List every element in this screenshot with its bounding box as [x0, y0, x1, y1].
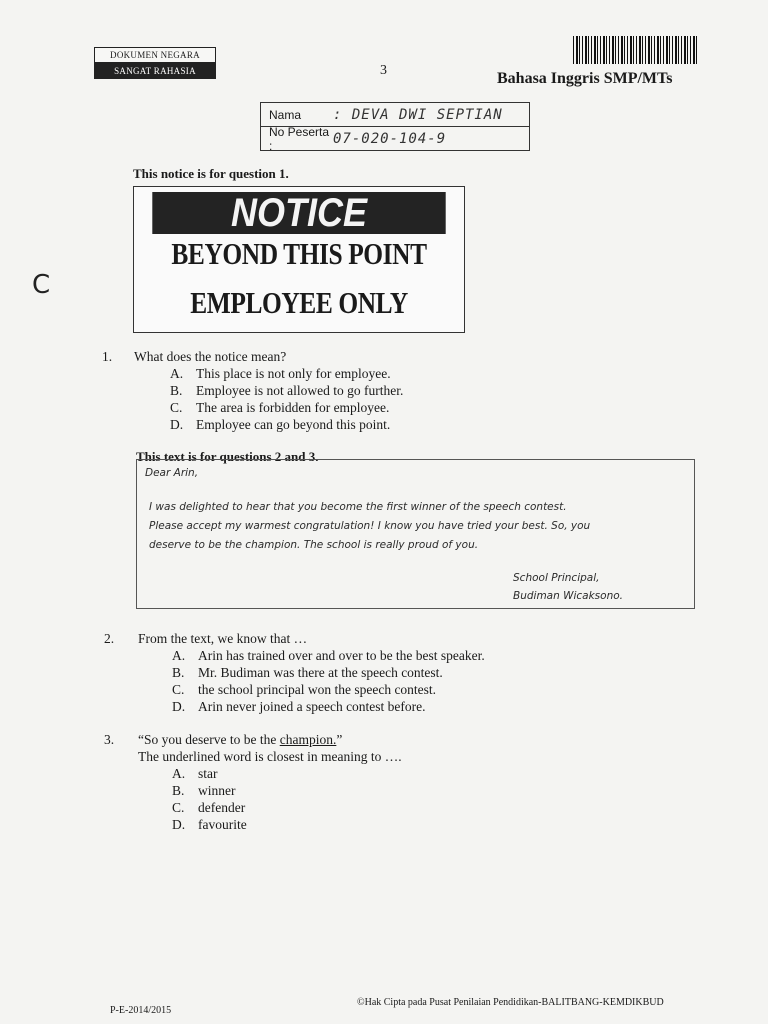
letter-signature-title: School Principal,	[513, 572, 600, 584]
question-number: 2.	[104, 631, 115, 646]
participant-number-row	[261, 124, 529, 153]
option-c	[170, 399, 403, 416]
letter-signature-name: Budiman Wicaksono.	[513, 590, 623, 602]
stamp-document-label: DOKUMEN NEGARA	[94, 47, 216, 63]
option-c	[172, 799, 402, 816]
question-stem: The underlined word is closest in meaning to ….	[138, 749, 402, 764]
option-b	[172, 782, 402, 799]
option-letter: B.	[172, 665, 185, 680]
question-1	[102, 348, 403, 433]
stamp-secret-label: SANGAT RAHASIA	[94, 63, 216, 79]
question-number: 1.	[102, 349, 113, 364]
letter-body-line-1: I was delighted to hear that you become the first winner of the speech contest.	[149, 501, 567, 513]
subject-title: Bahasa Inggris SMP/MTs	[497, 70, 673, 87]
question-2	[104, 630, 485, 715]
option-d	[172, 816, 402, 833]
footer-code: P-E-2014/2015	[110, 1005, 172, 1016]
question-3	[104, 731, 402, 833]
participant-number-value: 07-020-104-9	[333, 130, 447, 147]
name-value: : DEVA DWI SEPTIAN	[333, 106, 503, 123]
option-letter: C.	[172, 682, 185, 697]
option-d	[170, 416, 403, 433]
question-number: 3.	[104, 732, 115, 747]
underlined-word: champion.	[279, 732, 337, 747]
option-text: winner	[198, 783, 236, 798]
option-text: defender	[198, 800, 246, 815]
name-row	[261, 103, 529, 126]
notice-line-2: EMPLOYEE ONLY	[190, 285, 408, 320]
option-letter: A.	[172, 766, 186, 781]
option-a	[170, 365, 403, 382]
option-b	[170, 382, 403, 399]
notice-line-1: BEYOND THIS POINT	[171, 236, 427, 271]
option-text: This place is not only for employee.	[196, 366, 391, 381]
student-identity-box	[260, 102, 530, 151]
option-text: star	[198, 766, 218, 781]
option-text: the school principal won the speech contest.	[198, 682, 437, 697]
classification-stamp	[94, 47, 216, 79]
letter-body-line-3: deserve to be the champion. The school is really proud of you.	[149, 539, 479, 551]
quote-text: “So you deserve to be the	[138, 732, 280, 747]
option-letter: C.	[172, 800, 185, 815]
option-letter: C.	[170, 400, 183, 415]
option-letter: D.	[172, 699, 186, 714]
option-c	[172, 681, 485, 698]
question-stem: What does the notice mean?	[134, 349, 287, 364]
option-letter: A.	[170, 366, 184, 381]
option-text: Employee can go beyond this point.	[196, 417, 391, 432]
letter-body-line-2: Please accept my warmest congratulation! I know you have tried your best. So, you	[149, 520, 591, 532]
option-text: The area is forbidden for employee.	[196, 400, 390, 415]
page-number: 3	[380, 63, 387, 78]
option-text: favourite	[198, 817, 247, 832]
notice-sign	[133, 186, 465, 333]
option-letter: A.	[172, 648, 186, 663]
option-text: Employee is not allowed to go further.	[196, 383, 404, 398]
option-d	[172, 698, 485, 715]
option-text: Arin has trained over and over to be the best speaker.	[198, 648, 485, 663]
option-a	[172, 765, 402, 782]
margin-mark: C	[32, 270, 51, 300]
letter-intro: This text is for questions 2 and 3.	[136, 449, 319, 464]
option-text: Arin never joined a speech contest before.	[198, 699, 426, 714]
name-label: Nama	[269, 107, 302, 122]
option-letter: D.	[170, 417, 184, 432]
footer-copyright: ©Hak Cipta pada Pusat Penilaian Pendidikan-BALITBANG-KEMDIKBUD	[357, 997, 664, 1008]
barcode-image	[573, 36, 697, 64]
question-stem: From the text, we know that …	[138, 631, 308, 646]
notice-title: NOTICE	[152, 192, 445, 234]
option-text: Mr. Budiman was there at the speech contest.	[198, 665, 443, 680]
option-letter: B.	[170, 383, 183, 398]
quote-close: ”	[336, 732, 343, 747]
notice-intro: This notice is for question 1.	[133, 166, 289, 181]
option-b	[172, 664, 485, 681]
letter-box	[136, 459, 695, 609]
letter-greeting: Dear Arin,	[145, 467, 199, 479]
option-a	[172, 647, 485, 664]
participant-number-label: No Peserta :	[269, 124, 330, 153]
option-letter: D.	[172, 817, 186, 832]
option-letter: B.	[172, 783, 185, 798]
question-quote	[138, 731, 342, 748]
